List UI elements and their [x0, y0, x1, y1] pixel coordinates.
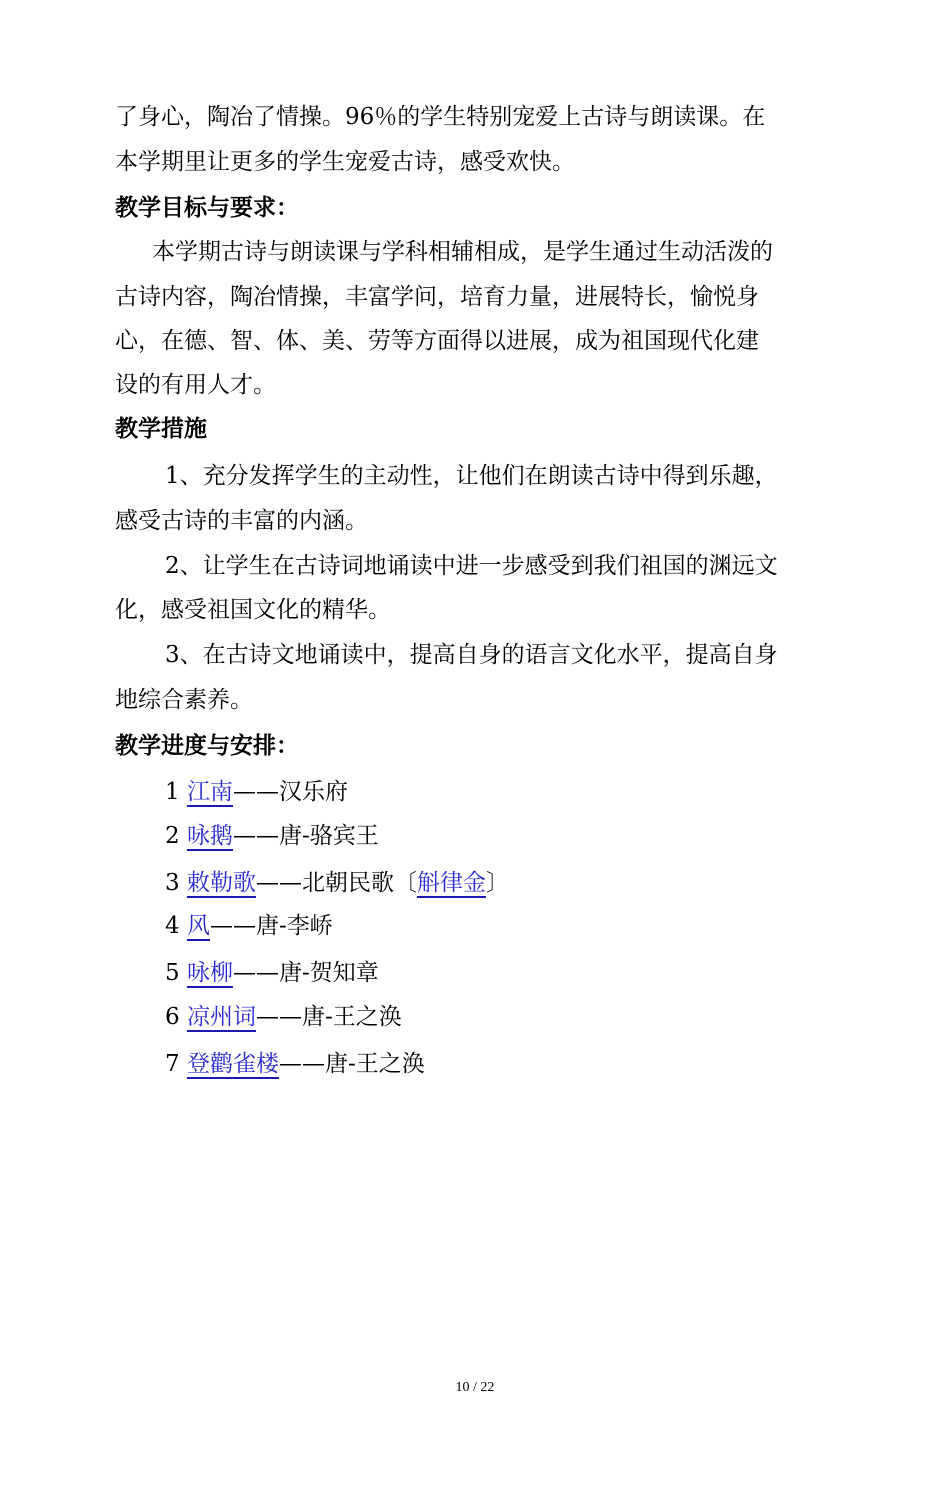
schedule-item	[165, 958, 905, 988]
measure-item-continuation: 地综合素养。	[115, 687, 253, 713]
schedule-item	[165, 911, 905, 941]
dash-separator: ——	[255, 870, 302, 896]
poem-author: 唐-贺知章	[278, 960, 379, 986]
dash-separator: ——	[232, 823, 279, 849]
schedule-number: 4	[165, 913, 180, 939]
schedule-number: 2	[165, 823, 180, 849]
schedule-item	[165, 868, 905, 898]
poem-link[interactable]: 咏柳	[186, 960, 233, 986]
poem-author: 唐-骆宾王	[278, 823, 379, 849]
paragraph-line: 古诗内容，陶冶情操，丰富学问，培育力量，进展特长，愉悦身	[115, 284, 759, 310]
schedule-number: 1	[165, 779, 187, 805]
dash-separator: ——	[232, 960, 279, 986]
paragraph-line: 本学期里让更多的学生宠爱古诗，感受欢快。	[115, 149, 575, 175]
poem-author: 汉乐府	[278, 779, 348, 805]
schedule-number: 5	[165, 960, 180, 986]
measure-item: 3、在古诗文地诵读中，提高自身的语言文化水平，提高自身	[165, 642, 778, 668]
schedule-item	[165, 777, 905, 807]
poem-link[interactable]: 登鹳雀楼	[186, 1051, 279, 1077]
dash-separator: ——	[278, 1051, 325, 1077]
closing-bracket: 〕	[485, 870, 509, 896]
schedule-number: 3	[165, 870, 180, 896]
poem-link[interactable]: 凉州词	[186, 1004, 256, 1030]
poem-author: 北朝民歌〔	[301, 870, 417, 896]
poem-link[interactable]: 风	[186, 913, 210, 939]
schedule-number: 6	[165, 1004, 180, 1030]
schedule-item	[165, 821, 905, 851]
section-heading-goals: 教学目标与要求：	[115, 195, 299, 221]
measure-item-continuation: 化，感受祖国文化的精华。	[115, 597, 391, 623]
section-heading-measures: 教学措施	[115, 416, 207, 442]
paragraph-line: 心，在德、智、体、美、劳等方面得以进展，成为祖国现代化建	[115, 328, 759, 354]
poem-link[interactable]: 咏鹅	[186, 823, 233, 849]
paragraph-line: 设的有用人才。	[115, 372, 276, 398]
poem-link[interactable]: 敕勒歌	[186, 870, 256, 896]
measure-item: 2、让学生在古诗词地诵读中进一步感受到我们祖国的渊远文	[165, 553, 778, 579]
measure-item: 1、充分发挥学生的主动性，让他们在朗读古诗中得到乐趣，	[165, 463, 778, 489]
dash-separator: ——	[232, 779, 279, 805]
page-number: 10 / 22	[455, 1380, 495, 1395]
dash-separator: ——	[209, 913, 256, 939]
poem-author: 唐-李峤	[255, 913, 333, 939]
paragraph-line: 本学期古诗与朗读课与学科相辅相成，是学生通过生动活泼的	[152, 239, 773, 265]
schedule-item	[165, 1049, 905, 1079]
poem-author: 唐-王之涣	[324, 1051, 425, 1077]
schedule-item	[165, 1002, 905, 1032]
dash-separator: ——	[255, 1004, 302, 1030]
schedule-number: 7	[165, 1051, 180, 1077]
poem-author: 唐-王之涣	[301, 1004, 402, 1030]
poem-link[interactable]: 江南	[186, 779, 233, 805]
author-link[interactable]: 斛律金	[416, 870, 486, 896]
section-heading-schedule: 教学进度与安排：	[115, 733, 299, 759]
paragraph-line: 了身心，陶冶了情操。96％的学生特别宠爱上古诗与朗读课。在	[115, 104, 766, 130]
measure-item-continuation: 感受古诗的丰富的内涵。	[115, 508, 368, 534]
